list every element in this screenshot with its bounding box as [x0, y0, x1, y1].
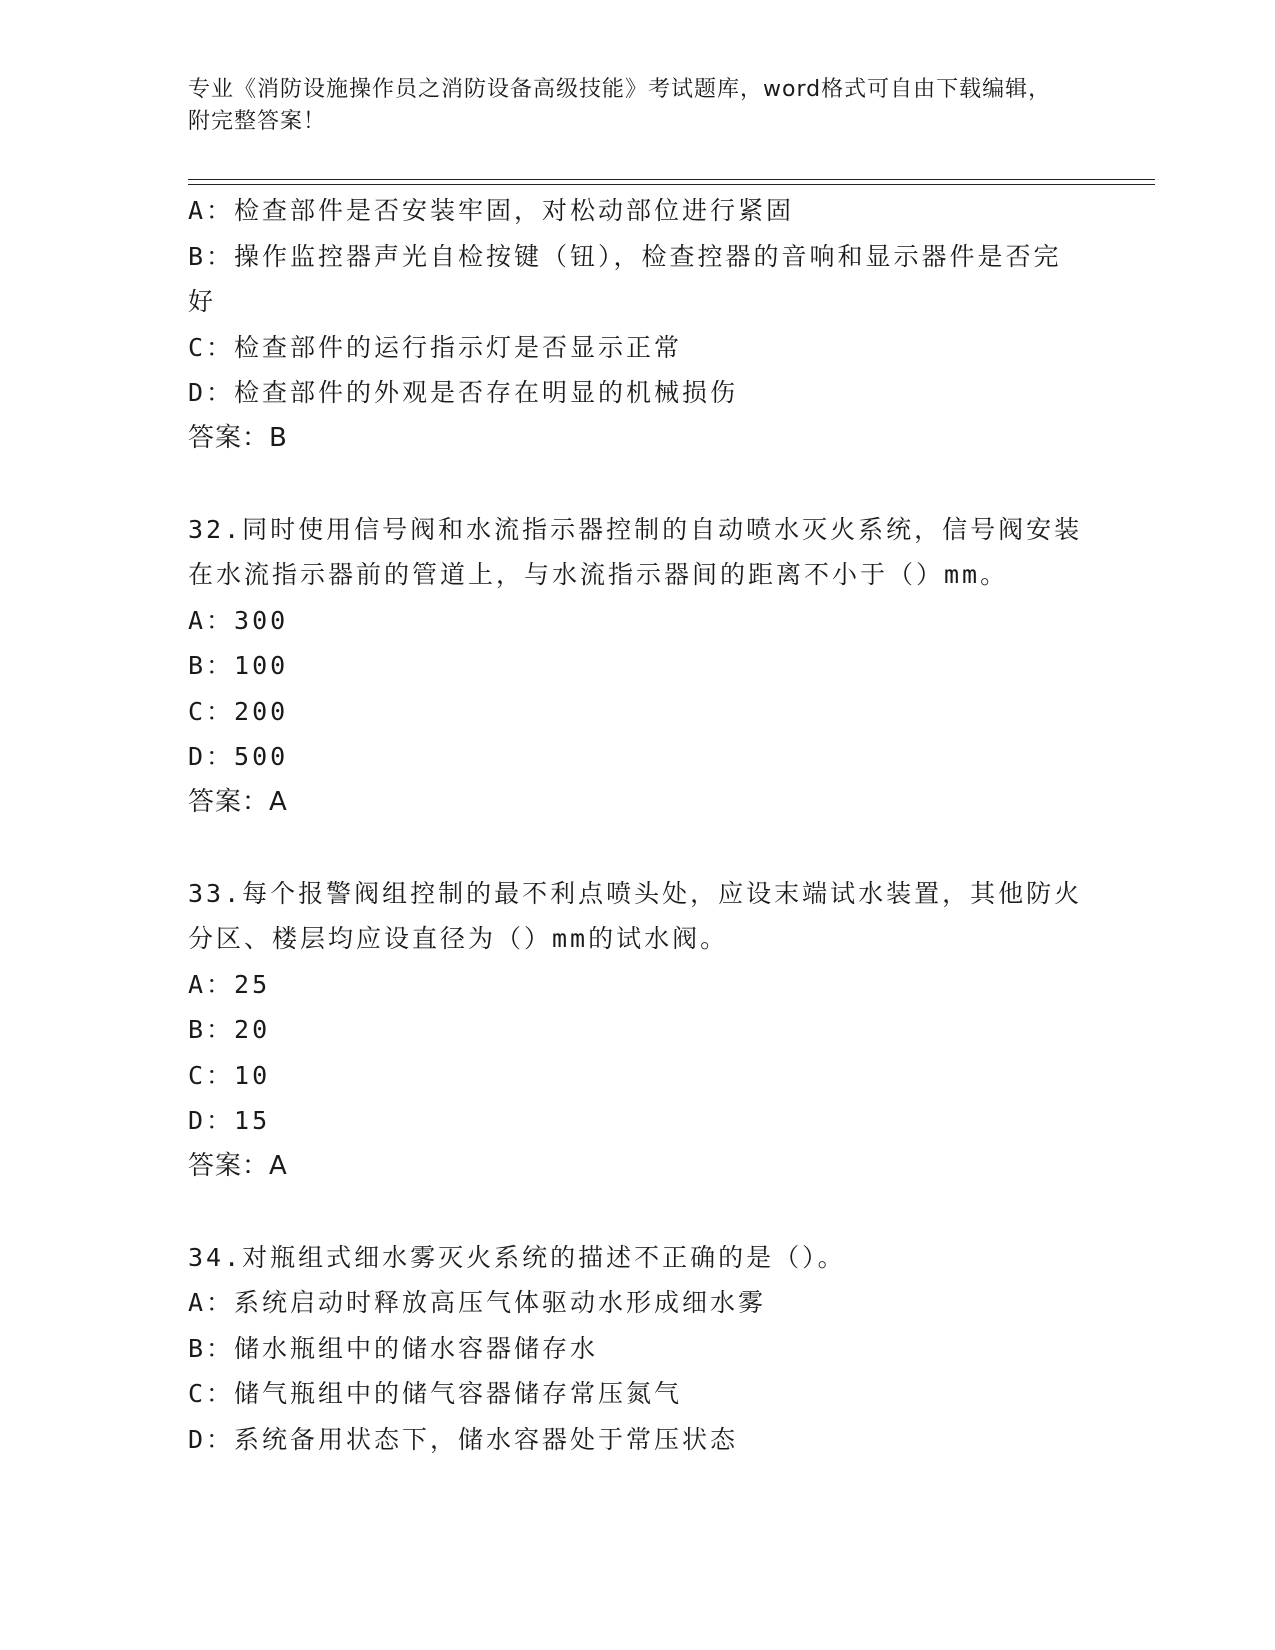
question-34	[188, 1235, 1088, 1463]
question-stem: 34.对瓶组式细水雾灭火系统的描述不正确的是（）。	[188, 1242, 846, 1272]
option-b: B：操作监控器声光自检按键（钮），检查控器的音响和显示器件是否完好	[188, 241, 1062, 316]
option-a: A：25	[188, 969, 271, 999]
option-c: C：10	[188, 1060, 271, 1090]
option-c: C：200	[188, 696, 289, 726]
question-body	[188, 188, 1088, 1462]
option-c: C：储气瓶组中的储气容器储存常压氮气	[188, 1379, 683, 1408]
spacer	[188, 461, 1088, 507]
question-33	[188, 871, 1088, 1190]
option-c: C：检查部件的运行指示灯是否显示正常	[188, 332, 683, 362]
option-d: D：15	[188, 1106, 271, 1135]
question-32	[188, 507, 1088, 826]
answer-line: 答案：B	[188, 422, 288, 453]
option-a: A：300	[188, 605, 289, 635]
question-stem: 32.同时使用信号阀和水流指示器控制的自动喷水灭火系统，信号阀安装在水流指示器前的管道上，与水流指示器间的距离不小于（）mm。	[188, 514, 1083, 589]
answer-line: 答案：A	[188, 1150, 288, 1181]
option-b: B：20	[188, 1015, 271, 1044]
spacer	[188, 825, 1088, 871]
option-b: B：100	[188, 651, 289, 680]
option-d: D：检查部件的外观是否存在明显的机械损伤	[188, 378, 739, 407]
document-header: 专业《消防设施操作员之消防设备高级技能》考试题库，word格式可自由下载编辑，附完整答案！	[188, 77, 1052, 134]
question-31	[188, 188, 1088, 461]
header-rule-bottom	[188, 184, 1155, 185]
answer-line: 答案：A	[188, 786, 288, 817]
option-a: A：检查部件是否安装牢固，对松动部位进行紧固	[188, 196, 795, 225]
spacer	[188, 1189, 1088, 1235]
option-b: B：储水瓶组中的储水容器储存水	[188, 1333, 599, 1363]
header-rule-top	[188, 179, 1155, 180]
option-d: D：500	[188, 742, 289, 771]
question-stem: 33.每个报警阀组控制的最不利点喷头处，应设末端试水装置，其他防火分区、楼层均应设直径为（）mm的试水阀。	[188, 878, 1083, 953]
option-d: D：系统备用状态下，储水容器处于常压状态	[188, 1424, 739, 1454]
option-a: A：系统启动时释放高压气体驱动水形成细水雾	[188, 1288, 767, 1317]
